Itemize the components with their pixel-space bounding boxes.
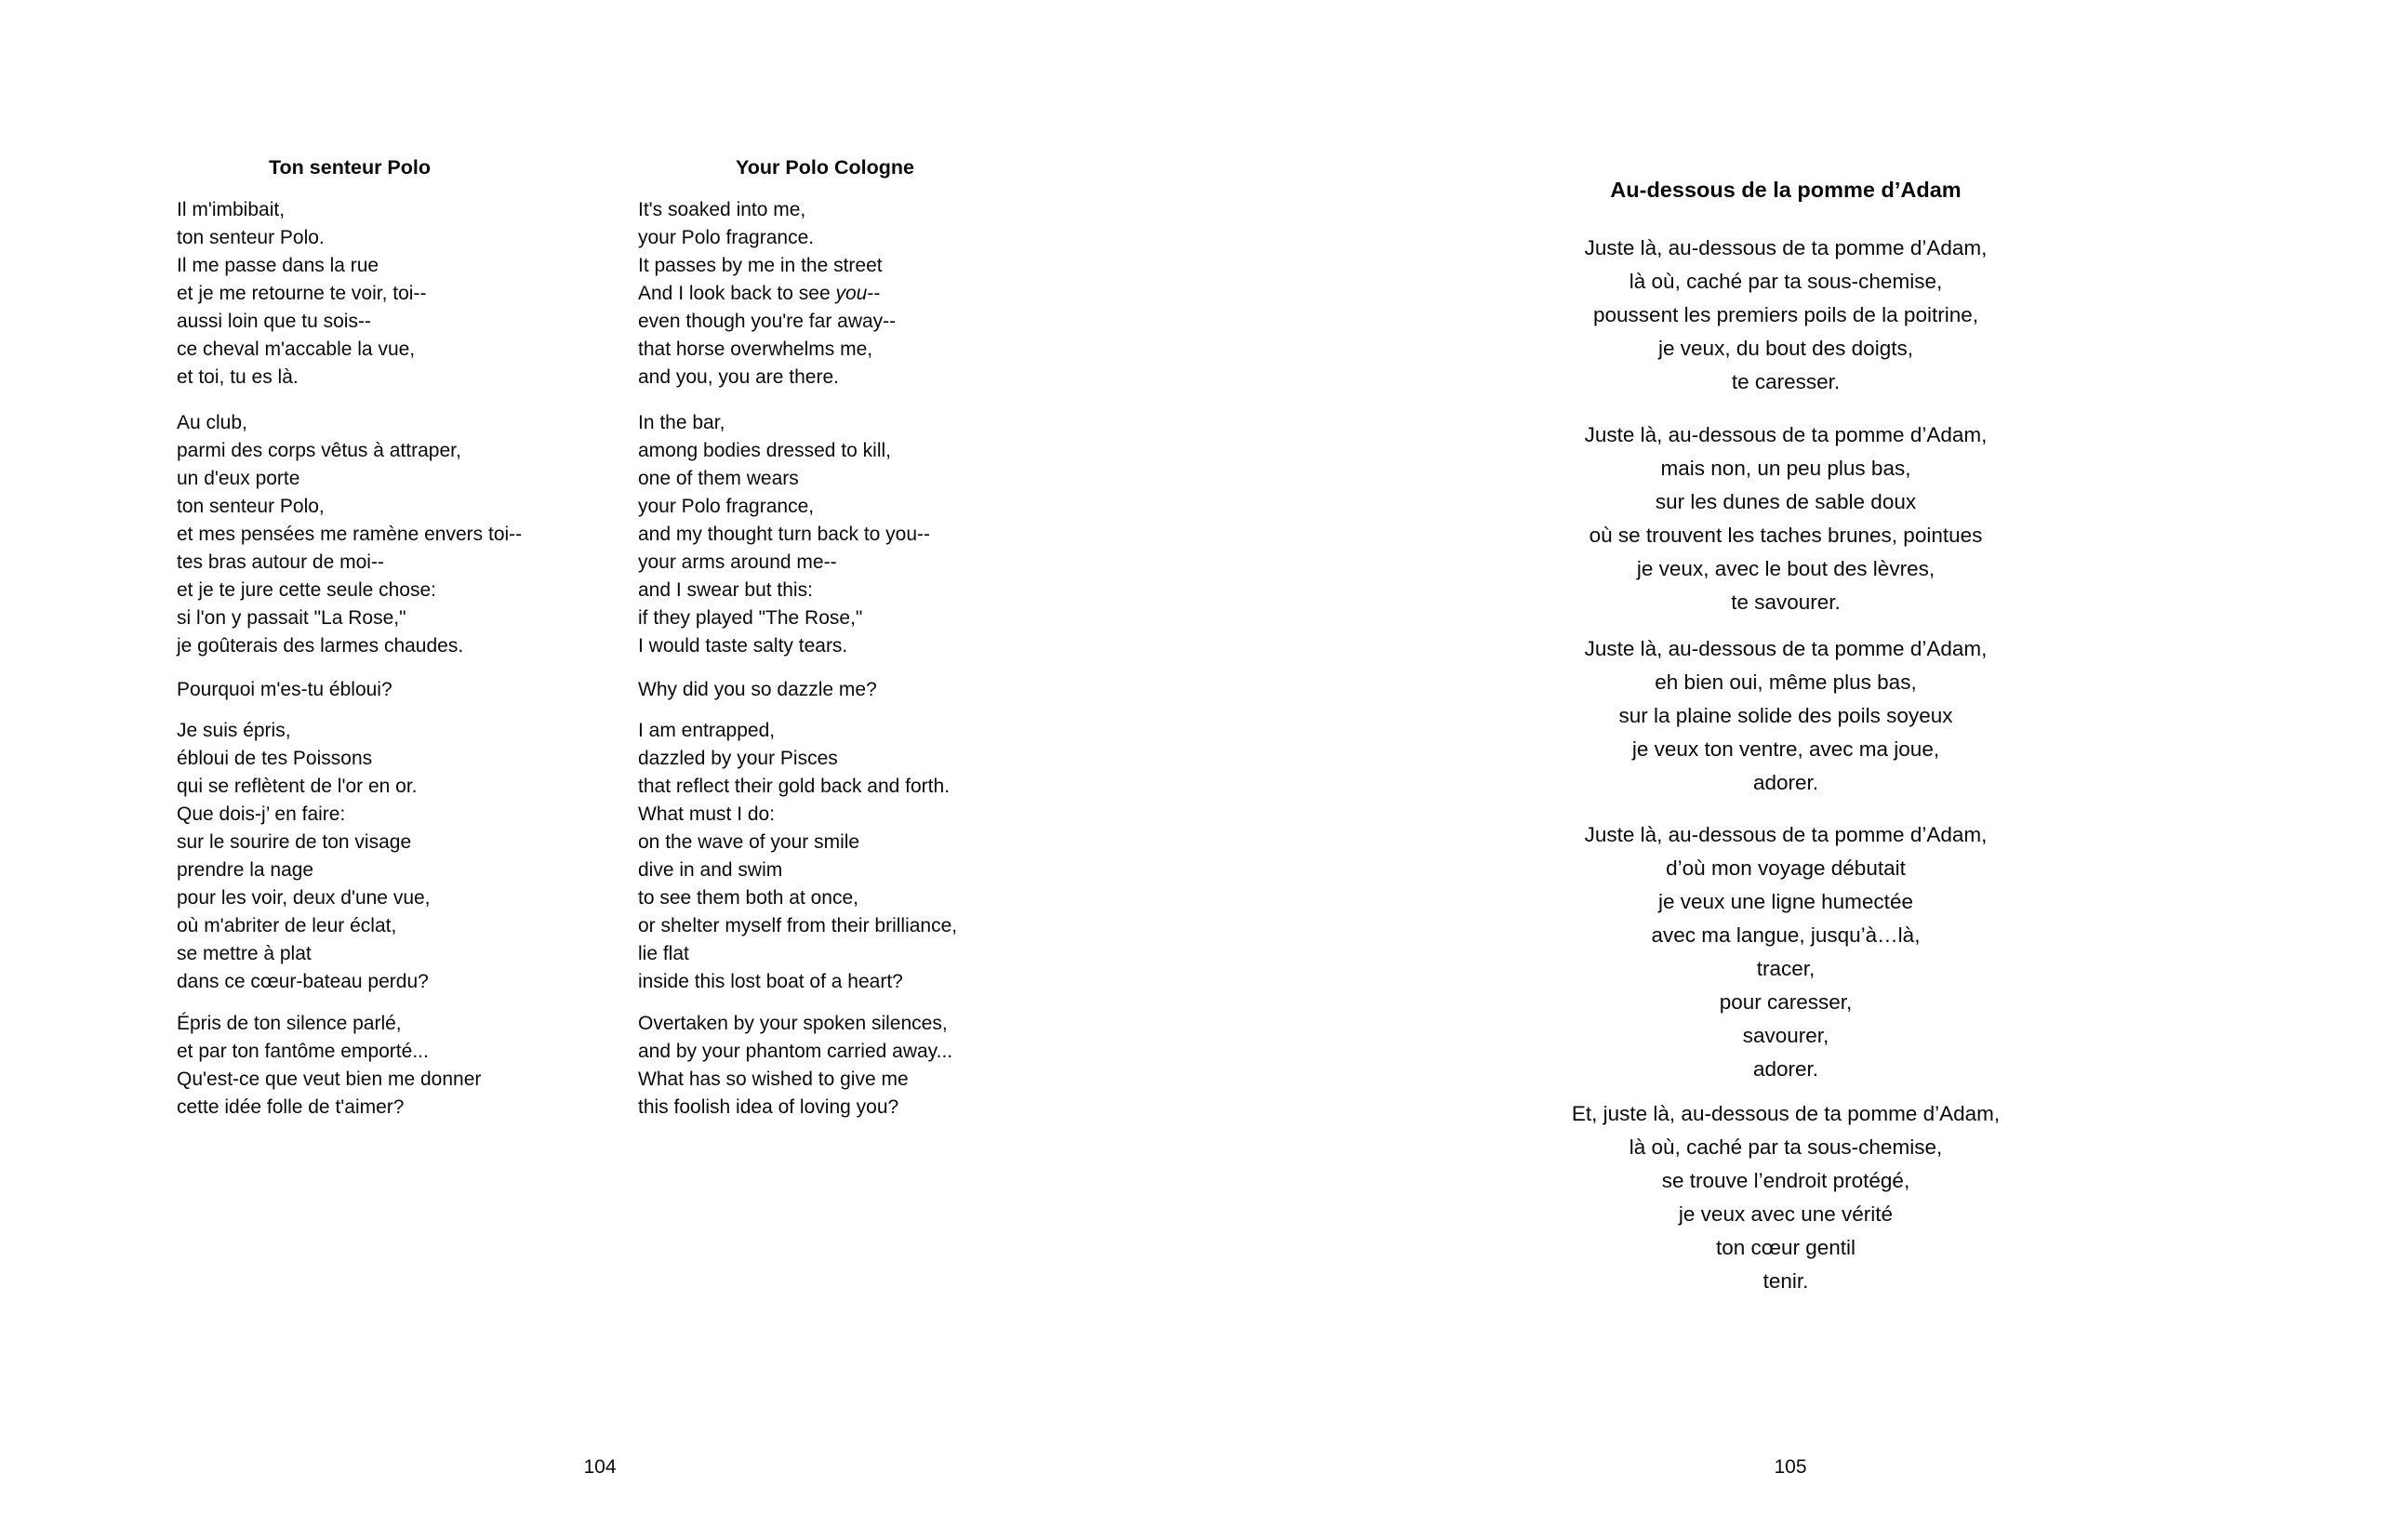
stanza [638,409,957,660]
poem-line: Et, juste là, au-dessous de ta pomme d’Adam, [1571,1102,2001,1125]
poem-line: I am entrapped, [638,720,776,741]
poem-line: this foolish idea of loving you? [638,1096,899,1118]
poem-line: là où, caché par ta sous-chemise, [1629,1135,1943,1159]
poem-line: And I look back to see you-- [638,283,881,304]
stanza [177,409,522,660]
poem-line: inside this lost boat of a heart? [638,971,903,992]
poem-line: Pourquoi m'es-tu ébloui? [177,679,392,700]
poem-line: pour les voir, deux d'une vue, [177,887,431,909]
poem-line: I would taste salty tears. [638,635,848,657]
poem-column-right [1414,232,2158,1298]
poem-line: et toi, tu es là. [177,366,299,388]
stanza [177,717,522,996]
page-number-right: 105 [1774,1456,1807,1478]
poem-line: sur le sourire de ton visage [177,831,412,853]
poem-line: poussent les premiers poils de la poitrine, [1593,303,1978,326]
poem-line: Je suis épris, [177,720,291,741]
poem-line: to see them both at once, [638,887,858,909]
poem-line: ce cheval m'accable la vue, [177,339,416,360]
poem-line: What has so wished to give me [638,1069,909,1090]
stanza [1414,632,2158,800]
poem-line: où m'abriter de leur éclat, [177,915,397,936]
poem-line: je veux une ligne humectée [1658,890,1913,913]
poem-line: prendre la nage [177,859,314,881]
poem-line: te caresser. [1731,370,1841,393]
poem-line: Why did you so dazzle me? [638,679,877,700]
poem-line: among bodies dressed to kill, [638,440,891,461]
stanza [177,196,522,392]
poem-line: te savourer. [1731,591,1841,614]
poem-line: ton cœur gentil [1715,1236,1856,1259]
poem-line: ton senteur Polo, [177,496,325,517]
poem-line: où se trouvent les taches brunes, pointues [1589,524,1983,547]
poem-line: Overtaken by your spoken silences, [638,1013,948,1034]
poem-line: tenir. [1762,1269,1809,1293]
poem-line: Juste là, au-dessous de ta pomme d’Adam, [1584,637,1988,660]
poem-line: dans ce cœur-bateau perdu? [177,971,429,992]
poem-line: even though you're far away-- [638,311,897,332]
page-left [0,0,1190,1540]
poem-line: ébloui de tes Poissons [177,748,373,769]
poem-line: je veux, avec le bout des lèvres, [1636,557,1935,580]
poem-line: Juste là, au-dessous de ta pomme d’Adam, [1584,423,1988,446]
poem-line: aussi loin que tu sois-- [177,311,371,332]
poem-line: se mettre à plat [177,943,312,964]
poem-line: ton senteur Polo. [177,227,325,248]
poem-line: on the wave of your smile [638,831,860,853]
poem-line: Juste là, au-dessous de ta pomme d’Adam, [1584,236,1988,259]
poem-line: your Polo fragrance, [638,496,815,517]
stanza [1414,232,2158,399]
poem-line: dive in and swim [638,859,783,881]
stanza [1414,418,2158,619]
poem-line: mais non, un peu plus bas, [1660,457,1911,480]
poem-line: one of them wears [638,468,799,489]
poem-line: et je te jure cette seule chose: [177,579,436,601]
poem-line: Il me passe dans la rue [177,255,379,276]
stanza [1414,1097,2158,1298]
poem-line: tracer, [1756,957,1816,980]
poem-line: and my thought turn back to you-- [638,524,931,545]
poem-line: se trouve l’endroit protégé, [1661,1169,1910,1192]
poem-line: je goûterais des larmes chaudes. [177,635,464,657]
stanza [638,676,957,704]
poem-line: d’où mon voyage débutait [1666,856,1906,880]
poem-line: tes bras autour de moi-- [177,551,384,573]
poem-line: et par ton fantôme emporté... [177,1041,429,1062]
poem-line: dazzled by your Pisces [638,748,838,769]
stanza [177,1010,522,1122]
poem-line: un d'eux porte [177,468,300,489]
poem-line: that reflect their gold back and forth. [638,776,951,797]
poem-column-french [177,196,522,1122]
poem-line: et je me retourne te voir, toi-- [177,283,427,304]
poem-line: and I swear but this: [638,579,813,601]
page-right [1190,0,2381,1540]
poem-line: qui se reflètent de l'or en or. [177,776,418,797]
poem-line: your Polo fragrance. [638,227,815,248]
poem-line: Qu'est-ce que veut bien me donner [177,1069,482,1090]
poem-line: je veux ton ventre, avec ma joue, [1631,737,1940,761]
poem-line: je veux avec une vérité [1678,1202,1894,1226]
poem-line: si l'on y passait "La Rose," [177,607,406,629]
poem-column-english [638,196,957,1122]
poem-title-right: Au-dessous de la pomme d’Adam [1610,178,1962,202]
poem-line: Juste là, au-dessous de ta pomme d’Adam, [1584,823,1988,846]
stanza [638,717,957,996]
poem-line: et mes pensées me ramène envers toi-- [177,524,523,545]
poem-line: eh bien oui, même plus bas, [1655,670,1917,694]
poem-line: là où, caché par ta sous-chemise, [1629,270,1943,293]
poem-line: cette idée folle de t'aimer? [177,1096,405,1118]
stanza [638,1010,957,1122]
poem-line: lie flat [638,943,689,964]
stanza [638,196,957,392]
poem-line: It's soaked into me, [638,199,806,220]
poem-line: What must I do: [638,803,776,825]
stanza [177,676,522,704]
poem-line: if they played "The Rose," [638,607,863,629]
poem-line: and you, you are there. [638,366,839,388]
page-number-left: 104 [583,1456,617,1478]
poem-title-french: Ton senteur Polo [269,156,431,179]
stanza [1414,818,2158,1086]
poem-line: In the bar, [638,412,725,433]
poem-line: Épris de ton silence parlé, [177,1013,402,1034]
poem-line: sur la plaine solide des poils soyeux [1618,704,1953,727]
poem-line: parmi des corps vêtus à attraper, [177,440,461,461]
poem-line: Au club, [177,412,247,433]
poem-line: je veux, du bout des doigts, [1658,337,1913,360]
poem-line: It passes by me in the street [638,255,883,276]
poem-line: your arms around me-- [638,551,837,573]
poem-line: adorer. [1752,771,1819,794]
poem-line: pour caresser, [1719,990,1853,1014]
poem-line: that horse overwhelms me, [638,339,873,360]
poem-line: and by your phantom carried away... [638,1041,953,1062]
poem-line: or shelter myself from their brilliance, [638,915,958,936]
poem-title-english: Your Polo Cologne [736,156,914,179]
poem-line: savourer, [1742,1024,1829,1047]
poem-line: Que dois-j’ en faire: [177,803,346,825]
poem-line: sur les dunes de sable doux [1655,490,1917,513]
poem-line: avec ma langue, jusqu’à…là, [1651,923,1921,947]
poem-line: Il m'imbibait, [177,199,286,220]
poem-line: adorer. [1752,1057,1819,1081]
